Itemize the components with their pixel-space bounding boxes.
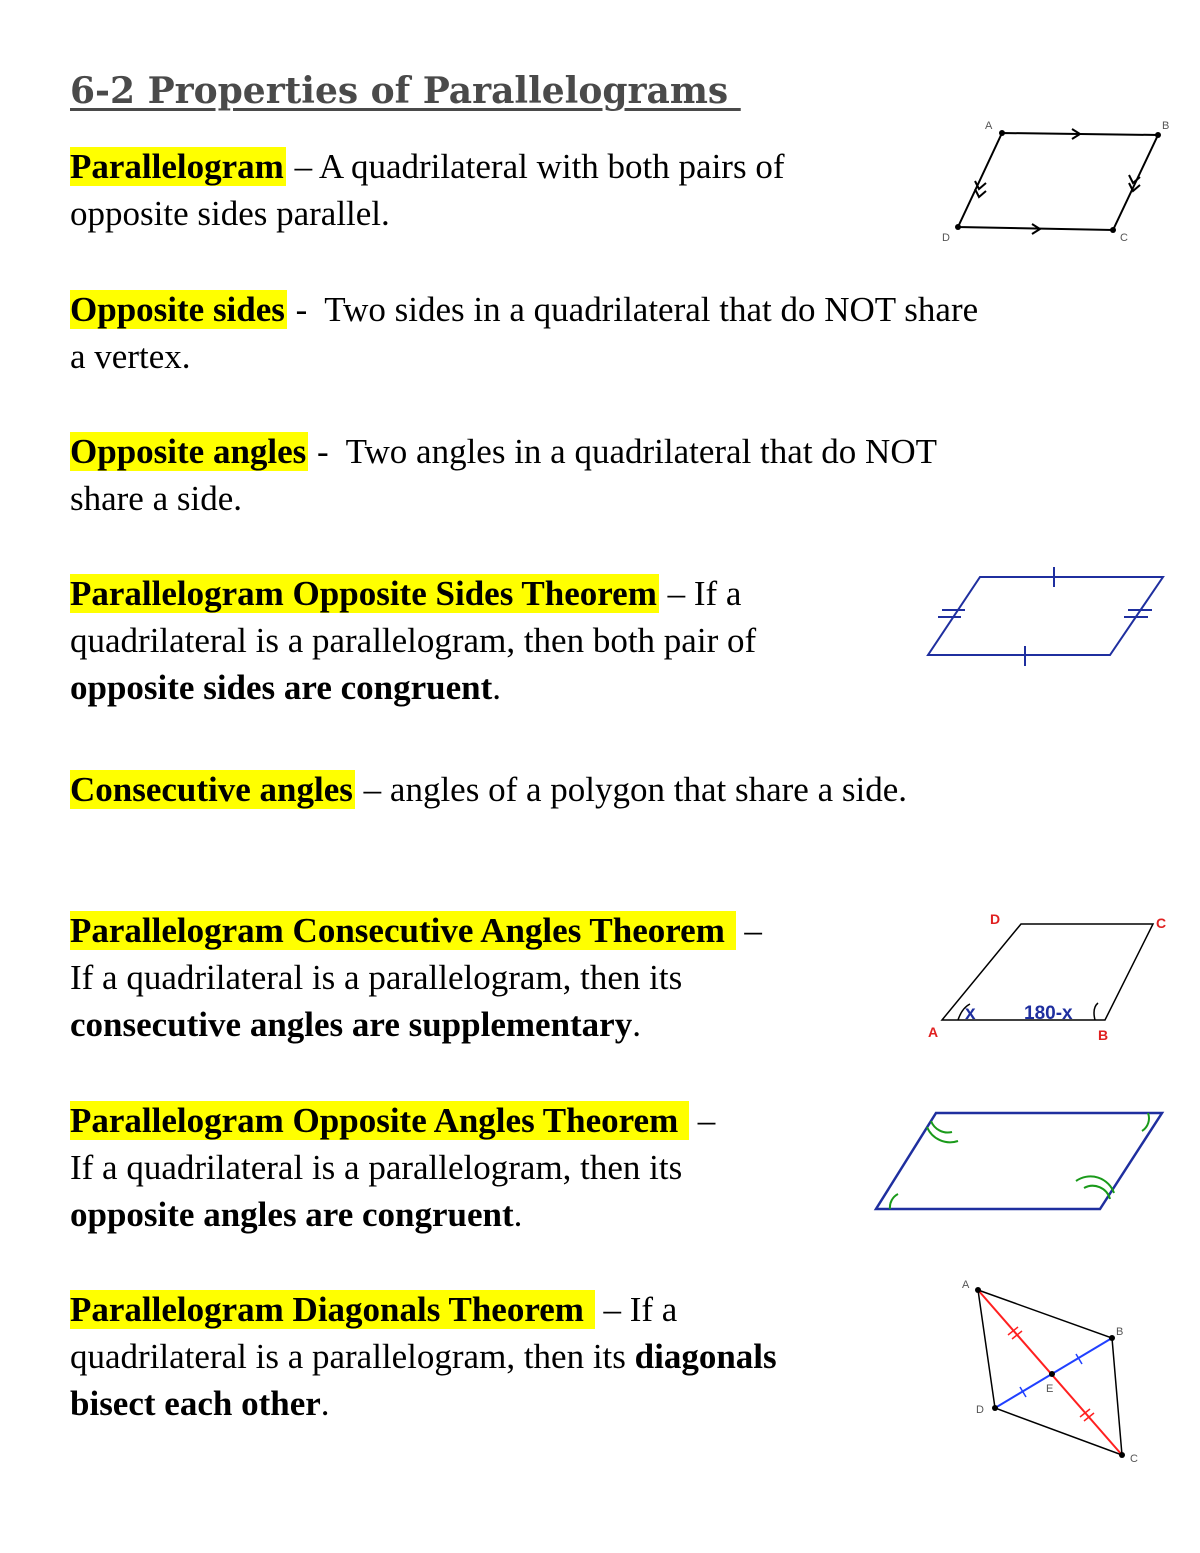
- separator: –: [689, 1101, 716, 1140]
- vertex-label-d: D: [942, 232, 950, 244]
- vertex-label-c: C: [1120, 232, 1128, 244]
- theorem-conclusion: consecutive angles are supplementary: [70, 1005, 633, 1044]
- theorem-conclusion: bisect each other: [70, 1384, 321, 1423]
- term-label: Parallelogram Opposite Angles Theorem: [70, 1101, 687, 1140]
- theorem-keyword: diagonals: [634, 1337, 777, 1376]
- definition-line1: Two angles in a quadrilateral that do NOT: [345, 432, 937, 471]
- definition-line2: share a side.: [70, 479, 243, 518]
- angle-arc-bottom-right-2: [1076, 1176, 1114, 1193]
- period: .: [320, 1384, 330, 1423]
- definition-line1: Two sides in a quadrilateral that do NOT share: [324, 290, 979, 329]
- parallelogram-congruent-sides-figure: [920, 562, 1170, 670]
- parallelogram-diagonals-figure: [950, 1275, 1160, 1475]
- definition-line2: opposite sides parallel.: [70, 194, 390, 233]
- period: .: [492, 668, 502, 707]
- definition-parallelogram: [70, 143, 784, 237]
- theorem-line2: If a quadrilateral is a parallelogram, then its: [70, 1148, 683, 1187]
- vertex-label-b: B: [1116, 1326, 1124, 1338]
- term-label: Parallelogram Diagonals Theorem: [70, 1290, 593, 1329]
- vertex-label-a: A: [928, 1024, 939, 1040]
- separator: –: [735, 911, 762, 950]
- vertex-label-d: D: [990, 911, 1001, 927]
- parallelogram-opposite-angles-figure: [870, 1105, 1170, 1217]
- definition-line1: A quadrilateral with both pairs of: [318, 147, 785, 186]
- angle-arc-top-left-2: [927, 1127, 958, 1142]
- term-label: Parallelogram: [70, 147, 284, 186]
- parallelogram-outline: [876, 1113, 1162, 1209]
- page-title: 6-2 Properties of Parallelograms: [70, 70, 741, 112]
- separator: –: [285, 147, 319, 186]
- definition-line1: angles of a polygon that share a side.: [389, 770, 907, 809]
- period: .: [513, 1195, 523, 1234]
- vertex-label-c: C: [1156, 915, 1167, 931]
- theorem-line1: If a: [629, 1290, 678, 1329]
- parallelogram-parallel-sides-figure: [940, 115, 1180, 250]
- period: .: [632, 1005, 641, 1044]
- intersection-label-e: E: [1046, 1383, 1054, 1395]
- vertex-label-b: B: [1098, 1027, 1109, 1043]
- parallelogram-consecutive-angles-figure: [920, 910, 1175, 1045]
- theorem-opposite-sides: [70, 570, 756, 711]
- separator: –: [594, 1290, 630, 1329]
- theorem-line2: quadrilateral is a parallelogram, then its: [70, 1337, 635, 1376]
- separator: -: [308, 432, 346, 471]
- term-label: Parallelogram Consecutive Angles Theorem: [70, 911, 734, 950]
- theorem-consecutive-angles: [70, 907, 762, 1048]
- vertex-label-c: C: [1130, 1453, 1138, 1465]
- term-label: Opposite angles: [70, 432, 307, 471]
- definition-opposite-sides: [70, 286, 978, 380]
- parallelogram-outline: [958, 133, 1158, 230]
- theorem-diagonals: [70, 1286, 777, 1427]
- parallel-arrow-left-2: [975, 189, 986, 197]
- separator: –: [354, 770, 390, 809]
- vertex-label-d: D: [976, 1404, 984, 1416]
- vertex-label-b: B: [1162, 120, 1170, 132]
- angle-label-b: 180-x: [1024, 1003, 1073, 1024]
- theorem-line1: If a: [693, 574, 742, 613]
- theorem-opposite-angles: [70, 1097, 715, 1238]
- angle-arc-top-right: [1142, 1113, 1149, 1131]
- theorem-conclusion: opposite sides are congruent: [70, 668, 493, 707]
- definition-line2: a vertex.: [70, 337, 191, 376]
- term-label: Opposite sides: [70, 290, 285, 329]
- separator: –: [658, 574, 694, 613]
- vertex-label-a: A: [962, 1279, 970, 1291]
- angle-arc-bottom-right-1: [1084, 1186, 1110, 1199]
- definition-opposite-angles: [70, 428, 937, 522]
- vertex-label-a: A: [985, 120, 993, 132]
- angle-arc-bottom-left: [890, 1194, 898, 1209]
- definition-consecutive-angles: [70, 766, 907, 813]
- theorem-line2: quadrilateral is a parallelogram, then both pair of: [70, 621, 757, 660]
- angle-arc-b: [1094, 1003, 1098, 1020]
- separator: -: [286, 290, 325, 329]
- term-label: Consecutive angles: [70, 770, 353, 809]
- theorem-line2: If a quadrilateral is a parallelogram, then its: [70, 958, 683, 997]
- angle-arc-top-left-1: [931, 1121, 952, 1133]
- theorem-conclusion: opposite angles are congruent: [70, 1195, 514, 1234]
- term-label: Parallelogram Opposite Sides Theorem: [70, 574, 657, 613]
- angle-label-a: x: [965, 1003, 976, 1024]
